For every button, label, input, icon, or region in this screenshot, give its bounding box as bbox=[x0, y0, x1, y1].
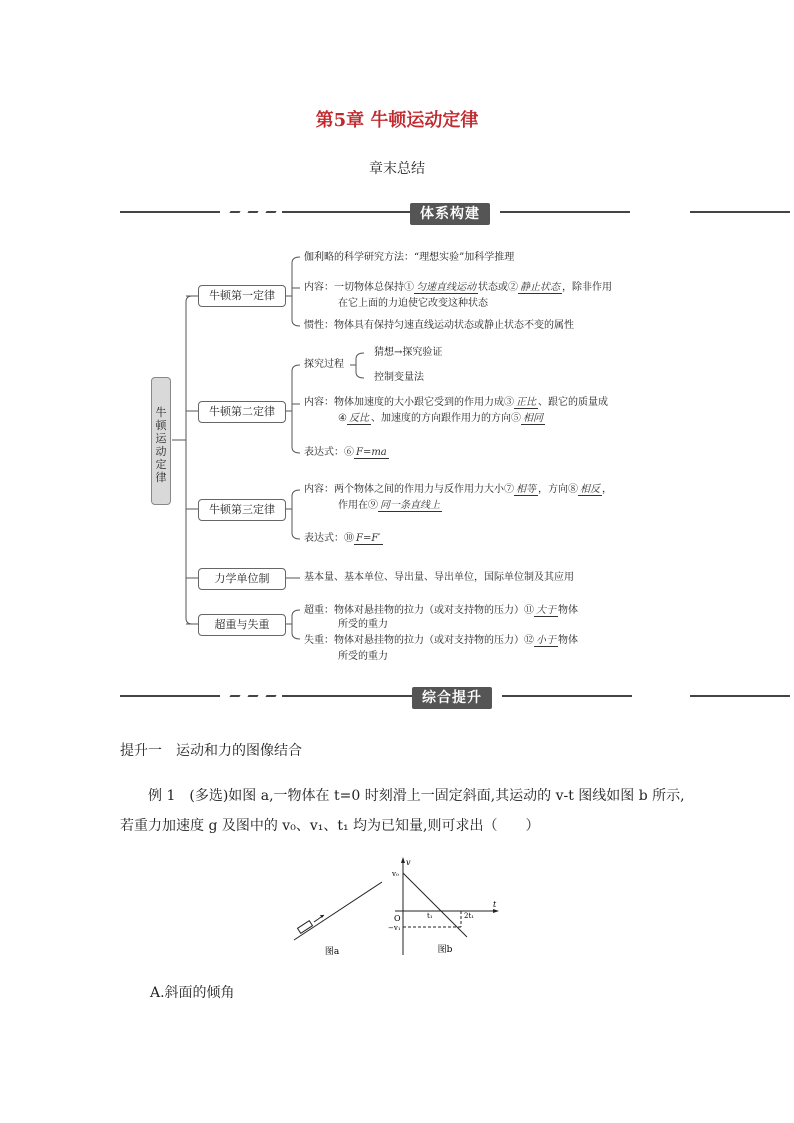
first-law-inertia: 惯性：物体具有保持匀速直线运动状态或静止状态不变的属性 bbox=[304, 320, 574, 331]
first-law-method: 伽利略的科学研究方法：“理想实验”加科学推理 bbox=[304, 252, 515, 263]
banner-dash bbox=[265, 695, 276, 697]
node-third-law: 牛顿第三定律 bbox=[198, 499, 286, 521]
text: 表达式：⑩ bbox=[304, 533, 354, 544]
first-law-content-line2: 在它上面的力迫使它改变这种状态 bbox=[338, 298, 488, 309]
text: ， bbox=[602, 484, 612, 495]
two-t1-label: 2t₁ bbox=[464, 912, 475, 920]
section-heading: 提升一 运动和力的图像结合 bbox=[120, 743, 302, 759]
banner-rule-far bbox=[690, 695, 790, 697]
text: ，除非作用 bbox=[562, 282, 612, 293]
banner-rule-left bbox=[120, 695, 220, 697]
text: ，方向⑧ bbox=[538, 484, 578, 495]
text: 物体 bbox=[558, 605, 578, 616]
third-law-content-line2 bbox=[338, 498, 442, 514]
second-law-explore: 探究过程 bbox=[304, 359, 344, 370]
blank-3: 正比 bbox=[516, 397, 536, 408]
t1-label: t₁ bbox=[427, 912, 433, 920]
figure-b-vt-graph bbox=[385, 855, 505, 960]
example-line-2: 若重力加速度 g 及图中的 v₀、v₁、t₁ 均为已知量,则可求出（ ） bbox=[120, 818, 540, 834]
banner-dash bbox=[247, 695, 258, 697]
banner-dash bbox=[229, 211, 240, 213]
text: 状态或② bbox=[478, 282, 518, 293]
option-a: A.斜面的倾角 bbox=[150, 985, 235, 1001]
banner-rule-left bbox=[120, 211, 220, 213]
second-law-explore-a: 猜想→探究验证 bbox=[374, 347, 443, 358]
text: 、跟它的质量成 bbox=[538, 397, 608, 408]
text: 物体 bbox=[558, 635, 578, 646]
page-subtitle: 章末总结 bbox=[369, 161, 425, 177]
blank-11: 大于 bbox=[536, 605, 556, 616]
node-second-law: 牛顿第二定律 bbox=[198, 401, 286, 423]
blank-2: 静止状态 bbox=[520, 282, 560, 293]
banner-rule-right bbox=[500, 211, 630, 213]
banner-label: 综合提升 bbox=[412, 687, 492, 709]
banner-rule-mid bbox=[282, 695, 414, 697]
banner-dash bbox=[247, 211, 258, 213]
origin-label: O bbox=[394, 914, 401, 923]
weight-under bbox=[304, 633, 578, 649]
banner-rule-mid bbox=[282, 211, 412, 213]
node-units: 力学单位制 bbox=[198, 568, 286, 590]
page-title: 第5章 牛顿运动定律 bbox=[315, 110, 479, 131]
blank-1: 匀速直线运动 bbox=[416, 282, 476, 293]
text: 、加速度的方向跟作用力的方向⑤ bbox=[370, 413, 521, 424]
v0-label: v₀ bbox=[392, 870, 399, 878]
text: 内容：物体加速度的大小跟它受到的作用力成③ bbox=[304, 397, 514, 408]
units-content: 基本量、基本单位、导出量、导出单位，国际单位制及其应用 bbox=[304, 572, 574, 583]
blank-10: F=F′ bbox=[356, 533, 381, 544]
text: 作用在⑨ bbox=[338, 500, 378, 511]
node-first-law: 牛顿第一定律 bbox=[198, 285, 286, 307]
banner-dash bbox=[265, 211, 276, 213]
banner-rule-far bbox=[690, 211, 790, 213]
blank-9: 同一条直线上 bbox=[380, 500, 440, 511]
text: 超重：物体对悬挂物的拉力（或对支持物的压力）⑪ bbox=[304, 605, 534, 616]
neg-v1-label: −v₁ bbox=[388, 924, 401, 932]
figure-a-caption: 图a bbox=[324, 947, 340, 957]
blank-8: 相反 bbox=[580, 484, 600, 495]
banner-dash bbox=[229, 695, 240, 697]
first-law-content bbox=[304, 280, 612, 296]
blank-7: 相等 bbox=[516, 484, 536, 495]
weight-under-line2: 所受的重力 bbox=[338, 651, 388, 662]
example-line-1: 例 1 (多选)如图 a,一物体在 t=0 时刻滑上一固定斜面,其运动的 v-t 图线如图 b 所示, bbox=[148, 788, 685, 804]
second-law-content bbox=[304, 395, 608, 411]
blank-12: 小于 bbox=[536, 635, 556, 646]
second-law-content-line2 bbox=[338, 411, 545, 427]
figure-a-incline bbox=[290, 860, 390, 960]
third-law-content bbox=[304, 482, 612, 498]
v-axis-label: v bbox=[406, 858, 411, 867]
banner-label: 体系构建 bbox=[410, 203, 490, 225]
text: ④ bbox=[338, 413, 347, 424]
second-law-explore-b: 控制变量法 bbox=[374, 372, 424, 383]
text: 内容：两个物体之间的作用力与反作用力大小⑦ bbox=[304, 484, 514, 495]
blank-4: 反比 bbox=[348, 413, 369, 424]
weight-over-line2: 所受的重力 bbox=[338, 619, 388, 630]
blank-6: F=ma bbox=[356, 447, 387, 458]
mindmap-root-label: 牛顿运动定律 bbox=[155, 406, 167, 484]
third-law-expression bbox=[304, 531, 383, 547]
mindmap-root bbox=[151, 377, 171, 505]
figure-b-caption: 图b bbox=[437, 945, 453, 955]
text: 内容：一切物体总保持① bbox=[304, 282, 414, 293]
node-weight: 超重与失重 bbox=[198, 614, 286, 636]
text: 失重：物体对悬挂物的拉力（或对支持物的压力）⑫ bbox=[304, 635, 534, 646]
text: 表达式：⑥ bbox=[304, 447, 354, 458]
banner-rule-right bbox=[502, 695, 632, 697]
second-law-expression bbox=[304, 445, 389, 461]
t-axis-label: t bbox=[493, 900, 497, 909]
blank-5: 相同 bbox=[522, 413, 543, 424]
